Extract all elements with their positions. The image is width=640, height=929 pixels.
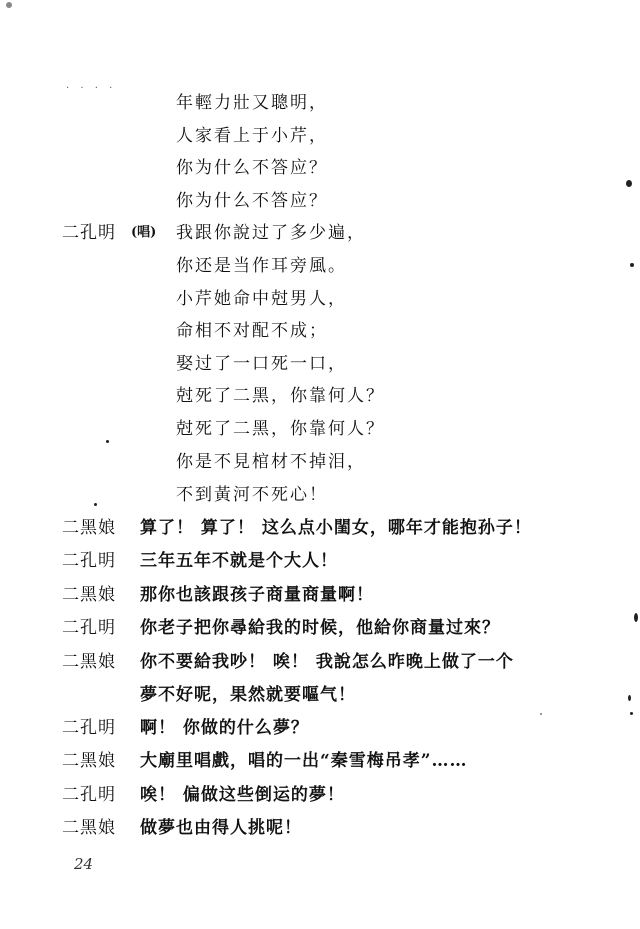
verse-line: 我跟你說过了多少遍， — [176, 223, 366, 243]
speaker-name: 二黑娘 — [62, 518, 116, 538]
verse-line: 你还是当作耳旁風。 — [176, 256, 347, 276]
dialogue-line: 算了！ 算了！ 这么点小閨女，哪年才能抱孙子！ — [140, 518, 532, 538]
page-number: 24 — [74, 855, 94, 873]
speaker-name: 二孔明 — [62, 223, 116, 243]
dialogue-line: 你老子把你尋給我的时候，他給你商量过來？ — [140, 618, 500, 638]
dialogue-line: 你不要給我吵！ 唉！ 我說怎么昨晚上做了一个 — [140, 652, 514, 672]
speaker-name: 二孔明 — [62, 551, 116, 571]
verse-line: 小芹她命中尅男人， — [176, 289, 347, 309]
dialogue-line: 三年五年不就是个大人！ — [140, 551, 338, 571]
verse-line: 不到黃河不死心！ — [176, 485, 328, 505]
scan-speck — [630, 263, 634, 267]
speaker-name: 二黑娘 — [62, 818, 116, 838]
scan-speck — [628, 695, 631, 701]
verse-line: 你为什么不答应？ — [176, 158, 328, 178]
speaker-name: 二黑娘 — [62, 751, 116, 771]
speaker-name: 二孔明 — [62, 618, 116, 638]
verse-line: 尅死了二黑，你靠何人？ — [176, 419, 385, 439]
scan-speck — [540, 713, 542, 715]
dialogue-line: 那你也該跟孩子商量商量啊！ — [140, 585, 374, 605]
dialogue-line: 做夢也由得人挑呢！ — [140, 818, 302, 838]
speaker-name: 二孔明 — [62, 718, 116, 738]
verse-line: 命相不对配不成； — [176, 321, 328, 341]
scan-speck — [634, 613, 638, 622]
scan-speck — [626, 180, 632, 187]
dialogue-continuation: 夢不好呢，果然就要嘔气！ — [140, 685, 356, 705]
dialogue-line: 啊！ 你做的什么夢？ — [140, 718, 309, 738]
dialogue-line: 唉！ 偏做这些倒运的夢！ — [140, 785, 345, 805]
verse-line: 娶过了一口死一口， — [176, 354, 347, 374]
speaker-name: 二黑娘 — [62, 585, 116, 605]
speaker-name: 二黑娘 — [62, 652, 116, 672]
verse-line: 年輕力壯又聰明， — [176, 93, 328, 113]
speaker-name: 二孔明 — [62, 785, 116, 805]
print-marks: . . . . — [66, 80, 117, 91]
verse-line: 尅死了二黑，你靠何人？ — [176, 386, 385, 406]
dialogue-line: 大廟里唱戲，唱的一出“秦雪梅吊孝”…… — [140, 751, 468, 771]
verse-line: 你为什么不答应？ — [176, 191, 328, 211]
verse-line: 你是不見棺材不掉泪， — [176, 452, 366, 472]
scan-speck — [106, 440, 109, 443]
corner-mark — [6, 2, 12, 8]
scan-speck — [630, 712, 633, 715]
scan-speck — [94, 503, 97, 506]
stage-direction: (唱) — [131, 225, 157, 240]
verse-line: 人家看上于小芹， — [176, 126, 328, 146]
